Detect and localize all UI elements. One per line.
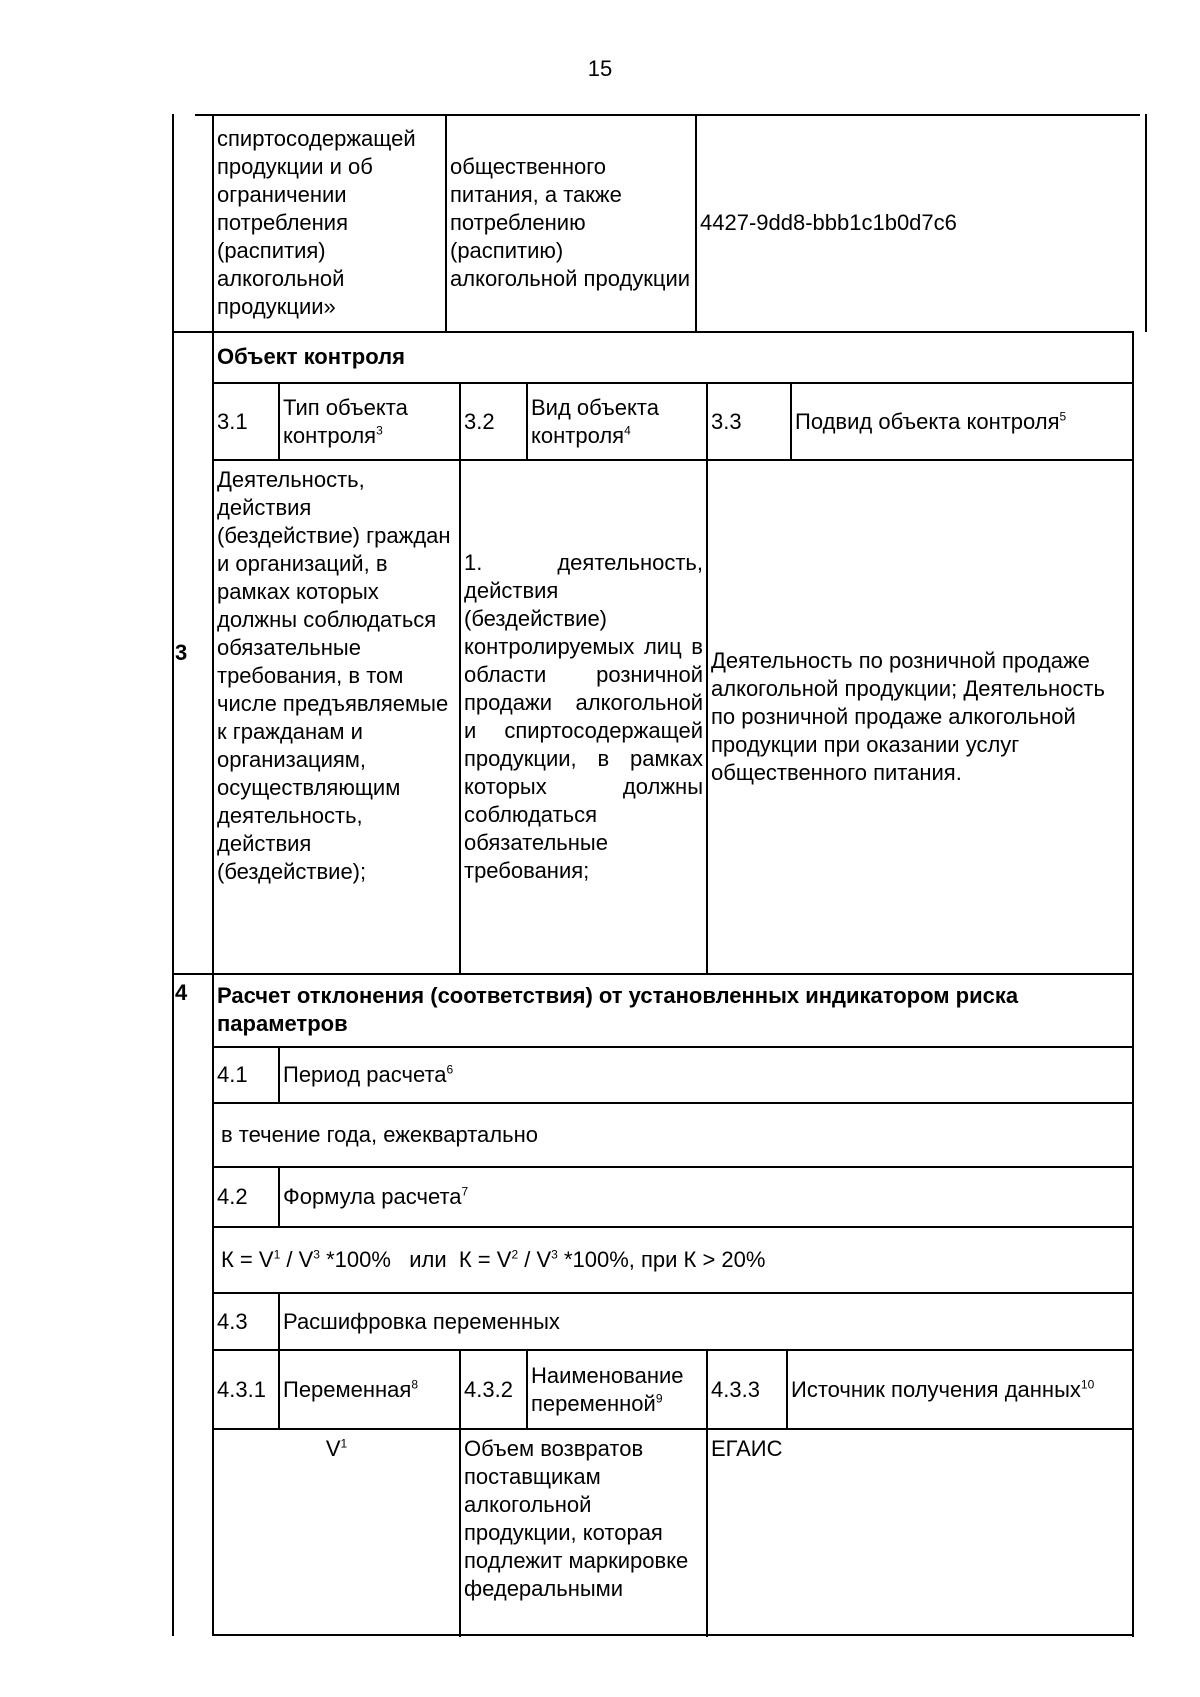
header-4-3-3-label-main: Источник получения данных [791,1376,1081,1402]
header-4-3-number-text: 4.3 [217,1308,248,1334]
header-4-3-3-number-text: 4.3.3 [711,1376,760,1402]
object-subkind-cell [708,461,1132,973]
section-4-title [214,975,1130,1045]
header-4-2-label [280,1168,1130,1226]
page-number: 15 [587,56,613,81]
header-4-3-2-label-main: Наименование переменной [531,1362,684,1416]
object-subkind-text: Деятельность по розничной продаже алкогольной продукции; Деятельность по розничной продаже алкогольной продукции при оказании услуг общественного питания. [711,648,1105,785]
header-3-3-number [708,384,790,459]
header-4-1-label-text [283,1061,453,1089]
header-4-1-number-text: 4.1 [217,1062,248,1087]
object-kind-cell [461,461,706,973]
header-4-3-3-label [788,1351,1132,1428]
header-4-3-3-number [708,1351,786,1428]
header-4-3-2-label-text [531,1362,703,1418]
header-4-3-label-text: Расшифровка переменных [283,1308,560,1334]
header-4-3-1-label-text [283,1376,418,1404]
section-3-title [214,333,1130,381]
header-4-2-number-text: 4.2 [217,1184,248,1209]
header-3-2-label-main: Вид объекта контроля [531,394,659,448]
header-4-3-1-number [214,1351,278,1428]
formula-part: *100%, при К > 20% [557,1247,766,1272]
header-3-1-number-text: 3.1 [217,408,248,434]
header-3-2-label [528,384,706,459]
footnote-ref-8: 8 [411,1377,419,1392]
calculation-period [218,1104,1130,1166]
header-4-3-label [280,1294,1130,1349]
top-row-col2-text: общественного питания, а также потреблению (распитию) алкогольной продукции [450,154,691,291]
header-3-1-label-main: Тип объекта контроля [283,394,408,448]
formula-text [221,1246,765,1274]
footnote-ref-7: 7 [461,1184,469,1199]
header-4-1-label-main: Период расчета [283,1062,447,1087]
variable-symbol-base: V [325,1436,341,1461]
footnote-ref-4: 4 [624,423,631,438]
object-kind-text: 1. деятельность, действия (бездействие) контролируемых лиц в области розничной продажи алкогольной и спиртосодержащей продукции, в рамках которых должны соблюдаться обязательные требования; [464,550,703,883]
header-4-3-1-label [280,1351,459,1428]
section-3-title-text: Объект контроля [217,344,405,369]
formula-part: *100% или К = V [319,1247,512,1272]
object-type-text: Деятельность, действия (бездействие) граждан и организаций, в рамках которых должны соблюдаться обязательные требования, в том числе предъявляемые к гражданам и организациям, осуществляющим деятельность, действия (бездействие); [217,467,451,884]
footnote-ref-9: 9 [655,1391,663,1406]
calculation-period-text: в течение года, ежеквартально [221,1122,538,1147]
footnote-ref-5: 5 [1059,409,1067,424]
formula-part: / V [280,1247,314,1272]
header-4-3-1-number-text: 4.3.1 [217,1376,266,1402]
header-4-2-label-text [283,1183,468,1211]
header-4-3-1-label-main: Переменная [283,1376,412,1402]
top-row-col2 [447,116,694,330]
footnote-ref-10: 10 [1080,1377,1095,1392]
formula-sup: 2 [511,1247,519,1262]
header-3-3-label-main: Подвид объекта контроля [795,408,1060,434]
header-4-3-3-label-text [791,1376,1094,1404]
footnote-ref-3: 3 [376,423,383,438]
top-row-col1: спиртосодержащей продукции и об ограничении потребления (распития) алкогольной продукции» [217,126,416,319]
header-3-3-label [792,384,1132,459]
header-3-1-label-text [283,394,456,450]
formula-sup: 3 [313,1247,320,1262]
header-3-1-number [214,384,278,459]
variable-source: ЕГАИС [711,1436,783,1461]
header-4-2-number [214,1168,278,1226]
top-row-col3-text: 4427-9dd8-bbb1c1b0d7c6 [700,210,957,235]
header-3-2-number-text: 3.2 [464,408,495,434]
header-4-1-number [214,1048,278,1102]
header-4-3-number [214,1294,278,1349]
formula-part: К = V [221,1247,274,1272]
header-4-1-label [280,1048,1130,1102]
header-3-3-number-text: 3.3 [711,408,742,434]
section-4-title-text: Расчет отклонения (соответствия) от установленных индикатором риска параметров [217,983,1019,1036]
header-3-1-label [280,384,459,459]
header-4-2-label-main: Формула расчета [283,1184,462,1209]
variable-symbol [214,1434,459,1634]
formula-part: / V [518,1247,552,1272]
header-4-3-2-number [461,1351,526,1428]
section-3-number [172,333,212,973]
formula-sup: 3 [551,1247,558,1262]
header-3-3-label-text [795,408,1066,436]
header-3-2-label-text [531,394,703,450]
variable-symbol-sup: 1 [340,1436,348,1451]
calculation-formula [218,1228,1130,1292]
footnote-ref-6: 6 [446,1062,454,1077]
header-4-3-2-number-text: 4.3.2 [464,1376,513,1402]
section-4-number: 4 [175,980,188,1005]
section-3-number-text: 3 [175,640,188,665]
header-4-3-2-label [528,1351,706,1428]
header-3-2-number [461,384,526,459]
top-row-col3 [697,116,1143,330]
formula-sup: 1 [273,1247,281,1262]
variable-name: Объем возвратов поставщикам алкогольной продукции, которая подлежит маркировке федеральными [464,1436,689,1601]
